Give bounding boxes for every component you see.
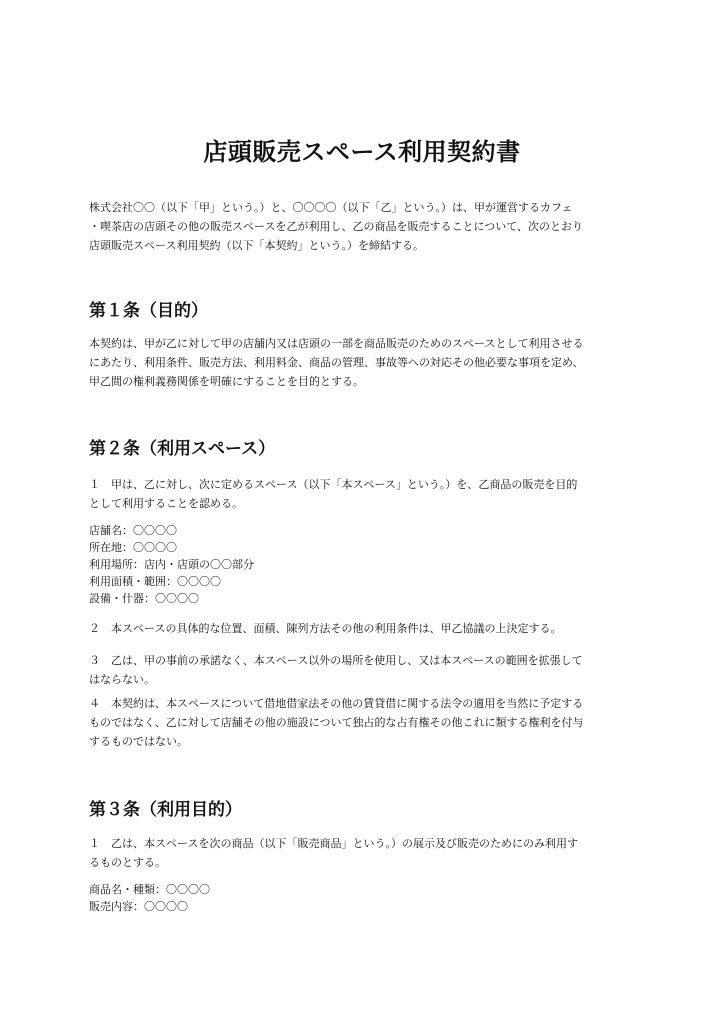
list-item: 利用場所：店内・店頭の〇〇部分 [89,558,254,571]
article3-para1-line: １ 乙は、本スペースを次の商品（以下「販売商品」という。）の展示及び販売のためにのみ利用す [89,837,578,850]
article2-para1-line: として利用することを認める。 [89,497,243,510]
article1-line: 甲乙間の権利義務関係を明確にすることを目的とする。 [89,375,364,388]
article1-body [89,334,637,391]
article2-item-list [89,522,254,607]
article2-para1 [89,475,637,513]
intro-line: ・喫茶店の店頭その他の販売スペースを乙が利用し、乙の商品を販売することについて、次のとおり [89,220,584,233]
article2-para1-line: １ 甲は、乙に対し、次に定めるスペース（以下「本スペース」という。）を、乙商品の販売を目的 [89,478,578,491]
document-title: 店頭販売スペース利用契約書 [203,138,521,167]
article2-para3-line: ３ 乙は、甲の事前の承諾なく、本スペース以外の場所を使用し、又は本スペースの範囲を拡張して [89,654,583,667]
article3-para1-line: るものとする。 [89,856,166,869]
intro-line: 店頭販売スペース利用契約（以下「本契約」という。）を締結する。 [89,239,424,252]
article2-para4 [89,694,637,751]
article2-para4-line: ４ 本契約は、本スペースについて借地借家法その他の賃貸借に関する法令の適用を当然に予定する [89,697,584,710]
list-item: 設備・什器：〇〇〇〇 [89,592,199,605]
article1-heading: 第１条（目的） [89,301,208,321]
intro-paragraph [89,198,637,255]
article2-para2 [89,619,637,638]
article2-heading: 第２条（利用スペース） [89,439,276,459]
article2-para3 [89,651,637,689]
article3-heading: 第３条（利用目的） [89,800,242,820]
intro-line: 株式会社〇〇（以下「甲」という。）と、〇〇〇〇（以下「乙」という。）は、甲が運営するカフェ [89,201,573,214]
article2-para2-line: ２ 本スペースの具体的な位置、面積、陳列方法その他の利用条件は、甲乙協議の上決定する。 [89,622,562,635]
article2-para4-line: するものではない。 [89,735,188,748]
list-item: 商品名・種類：〇〇〇〇 [89,883,210,896]
list-item: 店舗名：〇〇〇〇 [89,524,177,537]
article2-para4-line: ものではなく、乙に対して店舗その他の施設について独占的な占有権その他これに類する権利を付与 [89,716,584,729]
list-item: 利用面積・範囲：〇〇〇〇 [89,575,221,588]
article2-para3-line: はならない。 [89,673,155,686]
list-item: 販売内容：〇〇〇〇 [89,900,188,913]
article1-line: にあたり、利用条件、販売方法、利用料金、商品の管理、事故等への対応その他必要な事項を定め、 [89,356,584,369]
article3-item-list [89,881,210,915]
list-item: 所在地：〇〇〇〇 [89,541,177,554]
article1-line: 本契約は、甲が乙に対して甲の店舗内又は店頭の一部を商品販売のためのスペースとして利用させる [89,337,584,350]
article3-para1 [89,834,637,872]
